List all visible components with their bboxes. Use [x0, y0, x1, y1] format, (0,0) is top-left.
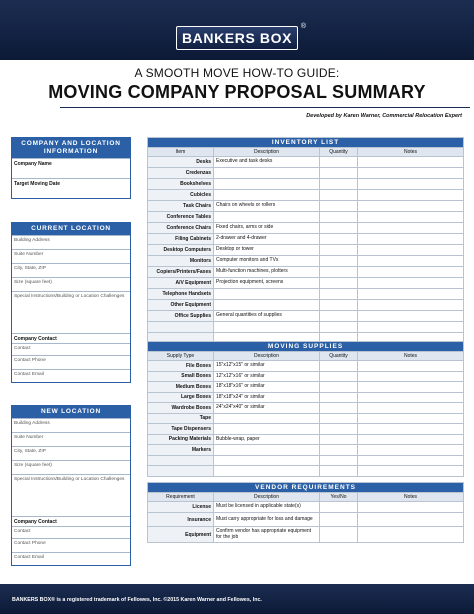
table-row	[148, 278, 464, 289]
row-quantity-cell[interactable]	[320, 245, 358, 256]
new-location-heading: NEW LOCATION	[12, 406, 130, 418]
footer-trademark: BANKERS BOX® is a registered trademark of Fellowes, Inc. ©2015 Karen Warner and Fellowes, Inc.	[12, 597, 262, 603]
logo-text: BANKERS BOX	[181, 30, 293, 46]
row-quantity-cell[interactable]	[320, 361, 358, 372]
row-label-cell	[148, 455, 214, 466]
row-label-cell: Telephone Handsets	[148, 289, 214, 300]
row-description-cell: Fixed chairs, arms or side	[214, 223, 320, 234]
current-suite-number-field[interactable]: Suite Number	[12, 249, 130, 263]
vendor-requirements-table	[147, 482, 464, 543]
table-row	[148, 234, 464, 245]
row-quantity-cell[interactable]	[320, 424, 358, 435]
header-banner	[0, 0, 474, 60]
inventory-table	[147, 137, 464, 344]
table-row	[148, 527, 464, 543]
row-label-cell: Medium Boxes	[148, 382, 214, 393]
row-label-cell: Credenzas	[148, 168, 214, 179]
current-building-address-field[interactable]: Building Address	[12, 235, 130, 249]
table-row	[148, 434, 464, 445]
row-description-cell	[214, 289, 320, 300]
row-label-cell: Office Supplies	[148, 311, 214, 322]
bankers-box-logo	[176, 23, 306, 50]
row-quantity-cell[interactable]	[320, 201, 358, 212]
current-contact-field[interactable]: Contact	[12, 343, 130, 355]
row-notes-cell[interactable]	[358, 300, 464, 311]
row-description-cell: General quantities of supplies	[214, 311, 320, 322]
row-quantity-cell[interactable]	[320, 382, 358, 393]
table-row	[148, 168, 464, 179]
row-notes-cell[interactable]	[358, 201, 464, 212]
footer-banner	[0, 584, 474, 614]
row-description-cell: Desktop or tower	[214, 245, 320, 256]
table-row	[148, 413, 464, 424]
row-description-cell	[214, 413, 320, 424]
row-notes-cell[interactable]	[358, 371, 464, 382]
row-label-cell: Tape	[148, 413, 214, 424]
row-description-cell	[214, 300, 320, 311]
row-quantity-cell[interactable]	[320, 190, 358, 201]
new-size-field[interactable]: Size (square feet)	[12, 460, 130, 474]
table-row	[148, 267, 464, 278]
new-city-state-zip-field[interactable]: City, State, ZIP	[12, 446, 130, 460]
row-quantity-cell[interactable]	[320, 300, 358, 311]
row-description-cell: 15"x12"x15" or similar	[214, 361, 320, 372]
row-notes-cell[interactable]	[358, 179, 464, 190]
table-row	[148, 445, 464, 456]
new-contact-email-field[interactable]: Contact Email	[12, 552, 130, 565]
row-label-cell: Equipment	[148, 527, 214, 543]
row-quantity-cell[interactable]	[320, 311, 358, 322]
vendor-heading: VENDOR REQUIREMENTS	[148, 483, 464, 493]
row-notes-cell[interactable]	[358, 413, 464, 424]
row-quantity-cell[interactable]	[320, 289, 358, 300]
row-notes-cell[interactable]	[358, 445, 464, 456]
table-row	[148, 311, 464, 322]
row-notes-cell[interactable]	[358, 311, 464, 322]
new-special-instructions-field[interactable]: Special Instructions/Building or Location Challenges	[12, 474, 130, 516]
row-label-cell: Bookshelves	[148, 179, 214, 190]
row-label-cell: Markers	[148, 445, 214, 456]
vendor-col-yes-no: Yes/No	[320, 493, 358, 502]
row-description-cell: 24"x24"x40" or similar	[214, 403, 320, 414]
row-label-cell: Copiers/Printers/Faxes	[148, 267, 214, 278]
company-info-panel	[11, 137, 131, 199]
row-notes-cell[interactable]	[358, 256, 464, 267]
row-notes-cell[interactable]	[358, 223, 464, 234]
row-label-cell: A/V Equipment	[148, 278, 214, 289]
row-description-cell: 18"x18"x24" or similar	[214, 392, 320, 403]
page-title: MOVING COMPANY PROPOSAL SUMMARY	[48, 82, 426, 102]
row-notes-cell[interactable]	[358, 392, 464, 403]
row-quantity-cell[interactable]	[320, 322, 358, 333]
new-contact-field[interactable]: Contact	[12, 526, 130, 538]
inventory-col-item: Item	[148, 148, 214, 157]
supplies-col-quantity: Quantity	[320, 352, 358, 361]
row-description-cell: Must carry appropriate for loss and damage	[214, 513, 320, 527]
row-notes-cell[interactable]	[358, 466, 464, 477]
row-label-cell: Insurance	[148, 513, 214, 527]
current-city-state-zip-field[interactable]: City, State, ZIP	[12, 263, 130, 277]
row-label-cell: Large Boxes	[148, 392, 214, 403]
row-description-cell	[214, 424, 320, 435]
table-row	[148, 403, 464, 414]
moving-supplies-heading: MOVING SUPPLIES	[148, 342, 464, 352]
table-row	[148, 157, 464, 168]
current-size-field[interactable]: Size (square feet)	[12, 277, 130, 291]
row-notes-cell[interactable]	[358, 278, 464, 289]
table-row	[148, 300, 464, 311]
row-notes-cell[interactable]	[358, 434, 464, 445]
row-description-cell	[214, 322, 320, 333]
row-description-cell: Executive and task desks	[214, 157, 320, 168]
current-company-contact-heading: Company Contact	[12, 333, 130, 343]
row-quantity-cell[interactable]	[320, 256, 358, 267]
table-row	[148, 455, 464, 466]
table-row	[148, 371, 464, 382]
row-quantity-cell[interactable]	[320, 445, 358, 456]
table-row	[148, 212, 464, 223]
current-location-panel	[11, 222, 131, 383]
row-description-cell: Computer monitors and TVs	[214, 256, 320, 267]
row-notes-cell[interactable]	[358, 455, 464, 466]
row-label-cell: License	[148, 502, 214, 513]
row-quantity-cell[interactable]	[320, 234, 358, 245]
current-contact-email-field[interactable]: Contact Email	[12, 369, 130, 382]
vendor-col-description: Description	[214, 493, 320, 502]
row-notes-cell[interactable]	[358, 289, 464, 300]
table-row	[148, 502, 464, 513]
vendor-col-notes: Notes	[358, 493, 464, 502]
row-quantity-cell[interactable]	[320, 434, 358, 445]
row-description-cell: Projection equipment, screens	[214, 278, 320, 289]
new-location-panel	[11, 405, 131, 566]
new-company-contact-heading: Company Contact	[12, 516, 130, 526]
table-row	[148, 392, 464, 403]
row-description-cell	[214, 455, 320, 466]
developed-by: Developed by Karen Warner, Commercial Relocation Expert	[306, 113, 462, 119]
logo-registered-mark: ®	[300, 23, 306, 30]
inventory-heading: INVENTORY LIST	[148, 138, 464, 148]
row-label-cell: Conference Tables	[148, 212, 214, 223]
current-contact-phone-field[interactable]: Contact Phone	[12, 355, 130, 369]
row-description-cell	[214, 445, 320, 456]
inventory-col-description: Description	[214, 148, 320, 157]
row-label-cell: Wardrobe Boxes	[148, 403, 214, 414]
row-quantity-cell[interactable]	[320, 212, 358, 223]
table-row	[148, 179, 464, 190]
row-quantity-cell[interactable]	[320, 267, 358, 278]
table-row	[148, 256, 464, 267]
row-label-cell: Conference Chairs	[148, 223, 214, 234]
row-description-cell: 2-drawer and 4-drawer	[214, 234, 320, 245]
row-notes-cell[interactable]	[358, 424, 464, 435]
inventory-col-quantity: Quantity	[320, 148, 358, 157]
row-description-cell	[214, 190, 320, 201]
title-rule	[60, 107, 470, 108]
new-building-address-field[interactable]: Building Address	[12, 418, 130, 432]
new-contact-phone-field[interactable]: Contact Phone	[12, 538, 130, 552]
table-row	[148, 201, 464, 212]
row-notes-cell[interactable]	[358, 322, 464, 333]
row-quantity-cell[interactable]	[320, 513, 358, 527]
row-notes-cell[interactable]	[358, 527, 464, 543]
row-quantity-cell[interactable]	[320, 371, 358, 382]
guide-subtitle: A SMOOTH MOVE HOW-TO GUIDE:	[134, 66, 340, 80]
supplies-col-notes: Notes	[358, 352, 464, 361]
row-quantity-cell[interactable]	[320, 223, 358, 234]
supplies-col-description: Description	[214, 352, 320, 361]
supplies-col-type: Supply Type	[148, 352, 214, 361]
table-row	[148, 382, 464, 393]
row-description-cell: Chairs on wheels or rollers	[214, 201, 320, 212]
row-notes-cell[interactable]	[358, 361, 464, 372]
table-row	[148, 245, 464, 256]
row-quantity-cell[interactable]	[320, 168, 358, 179]
row-notes-cell[interactable]	[358, 157, 464, 168]
row-notes-cell[interactable]	[358, 382, 464, 393]
table-row	[148, 513, 464, 527]
row-notes-cell[interactable]	[358, 234, 464, 245]
row-quantity-cell[interactable]	[320, 455, 358, 466]
row-quantity-cell[interactable]	[320, 466, 358, 477]
row-description-cell: Multi-function machines, plotters	[214, 267, 320, 278]
row-label-cell: Task Chairs	[148, 201, 214, 212]
company-info-heading: COMPANY AND LOCATION INFORMATION	[12, 138, 130, 158]
row-label-cell: Cubicles	[148, 190, 214, 201]
row-label-cell	[148, 466, 214, 477]
inventory-col-notes: Notes	[358, 148, 464, 157]
new-suite-number-field[interactable]: Suite Number	[12, 432, 130, 446]
row-description-cell: Confirm vendor has appropriate equipment for the job	[214, 527, 320, 543]
table-row	[148, 223, 464, 234]
row-notes-cell[interactable]	[358, 403, 464, 414]
row-notes-cell[interactable]	[358, 245, 464, 256]
target-moving-date-field[interactable]: Target Moving Date	[12, 178, 130, 198]
row-description-cell: Bubble-wrap, paper	[214, 434, 320, 445]
row-quantity-cell[interactable]	[320, 527, 358, 543]
row-label-cell: Other Equipment	[148, 300, 214, 311]
row-description-cell	[214, 466, 320, 477]
row-quantity-cell[interactable]	[320, 278, 358, 289]
current-special-instructions-field[interactable]: Special Instructions/Building or Location Challenges	[12, 291, 130, 333]
vendor-col-requirement: Requirement	[148, 493, 214, 502]
row-label-cell: Small Boxes	[148, 371, 214, 382]
row-quantity-cell[interactable]	[320, 403, 358, 414]
row-label-cell: Monitors	[148, 256, 214, 267]
row-label-cell: File Boxes	[148, 361, 214, 372]
row-quantity-cell[interactable]	[320, 413, 358, 424]
table-row	[148, 289, 464, 300]
row-description-cell	[214, 179, 320, 190]
row-quantity-cell[interactable]	[320, 179, 358, 190]
row-label-cell: Desks	[148, 157, 214, 168]
row-label-cell: Tape Dispensers	[148, 424, 214, 435]
row-label-cell: Filing Cabinets	[148, 234, 214, 245]
table-row	[148, 190, 464, 201]
current-location-heading: CURRENT LOCATION	[12, 223, 130, 235]
row-quantity-cell[interactable]	[320, 157, 358, 168]
table-row	[148, 361, 464, 372]
row-quantity-cell[interactable]	[320, 502, 358, 513]
row-notes-cell[interactable]	[358, 190, 464, 201]
row-description-cell: Must be licensed in applicable state(s)	[214, 502, 320, 513]
row-notes-cell[interactable]	[358, 212, 464, 223]
table-row	[148, 322, 464, 333]
row-description-cell: 18"x18"x16" or similar	[214, 382, 320, 393]
company-name-field[interactable]: Company Name	[12, 158, 130, 178]
row-description-cell	[214, 212, 320, 223]
row-notes-cell[interactable]	[358, 513, 464, 527]
row-label-cell: Desktop Computers	[148, 245, 214, 256]
table-row	[148, 424, 464, 435]
row-notes-cell[interactable]	[358, 502, 464, 513]
table-row	[148, 466, 464, 477]
moving-supplies-table	[147, 341, 464, 477]
row-description-cell: 12"x12"x16" or similar	[214, 371, 320, 382]
row-description-cell	[214, 168, 320, 179]
row-label-cell	[148, 322, 214, 333]
row-quantity-cell[interactable]	[320, 392, 358, 403]
row-label-cell: Packing Materials	[148, 434, 214, 445]
row-notes-cell[interactable]	[358, 267, 464, 278]
row-notes-cell[interactable]	[358, 168, 464, 179]
